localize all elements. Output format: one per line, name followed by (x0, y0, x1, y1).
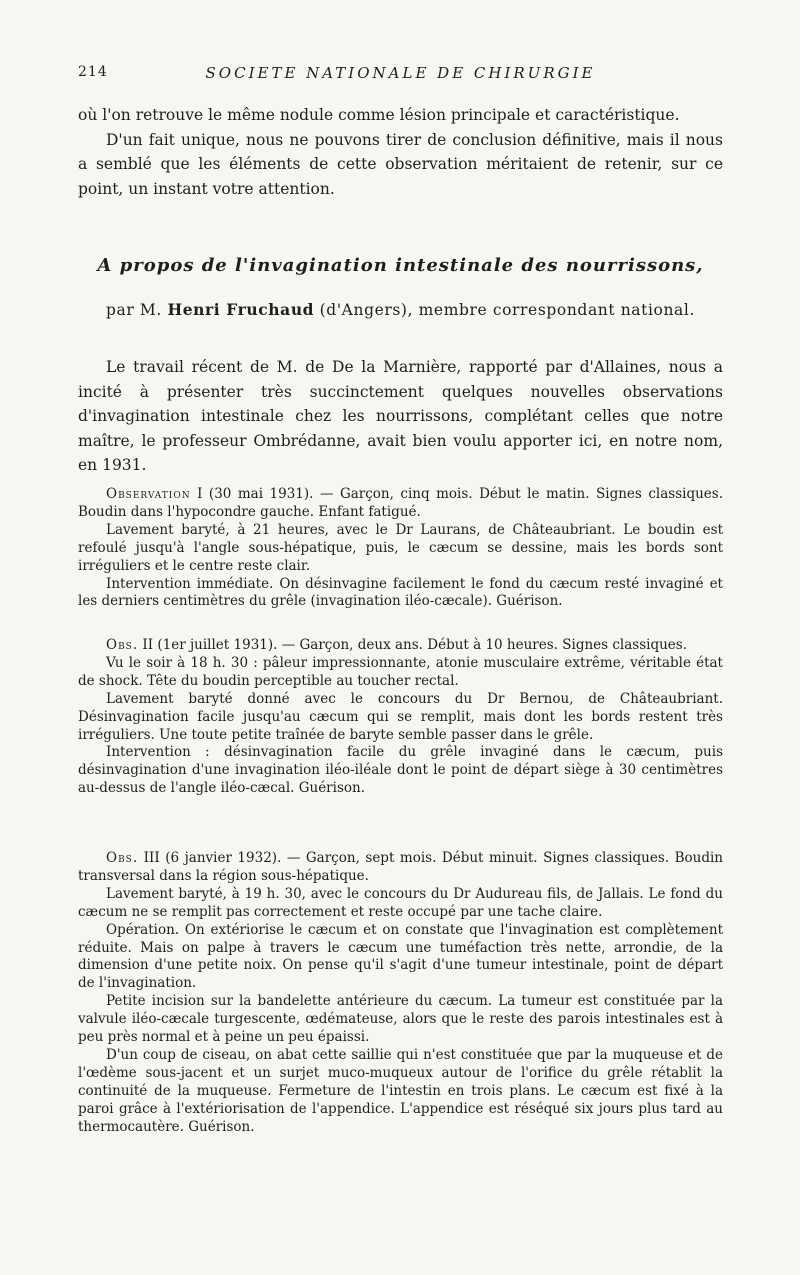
article-byline (78, 300, 723, 319)
observation-3 (78, 850, 723, 1137)
observation-paragraph: Intervention : désinvagination facile du grêle invaginé dans le cæcum, puis désinvagination d'une invagination iléo-iléale dont le point de départ siège à 30 centimètres au-dessus de l'angle iléo-cæcal. Guérison. (78, 744, 723, 797)
observation-paragraph: Vu le soir à 18 h. 30 : pâleur impressionnante, atonie musculaire extrême, véritable état de shock. Tête du boudin perceptible au toucher rectal. (78, 654, 723, 689)
article-title: A propos de l'invagination intestinale des nourrissons, (97, 255, 704, 276)
author-name: Henri Fruchaud (167, 300, 315, 319)
page-number: 214 (78, 64, 108, 80)
observation-heading-text: II (1er juillet 1931). — Garçon, deux ans. Début à 10 heures. Signes classiques. (138, 637, 688, 653)
intro-paragraph: D'un fait unique, nous ne pouvons tirer de conclusion définitive, mais il nous a semblé que les éléments de cette observation méritaient de retenir, sur ce point, un instant votre attention. (78, 130, 723, 198)
observation-paragraph: Petite incision sur la bandelette antérieure du cæcum. La tumeur est constituée par la valvule iléo-cæcale turgescente, œdémateuse, alors que le reste des parois intestinales est à peu près normal et à peine un peu épaissi. (78, 993, 723, 1046)
page-header (78, 64, 723, 86)
observation-paragraph: Lavement baryté donné avec le concours du Dr Bernou, de Châteaubriant. Désinvagination facile jusqu'au cæcum qui se remplit, mais dont les bords restent très irréguliers. Une toute petite traînée de baryte semble passer dans le grêle. (78, 690, 723, 743)
observation-2 (78, 637, 723, 798)
observation-heading-text: III (6 janvier 1932). — Garçon, sept mois. Début minuit. Signes classiques. Boudin transversal dans la région sous-hépatique. (78, 850, 723, 884)
observation-paragraph: Lavement baryté, à 19 h. 30, avec le concours du Dr Audureau fils, de Jallais. Le fond du cæcum ne se remplit pas correctement et reste occupé par une tache claire. (78, 885, 723, 920)
byline-suffix: (d'Angers), membre correspondant national. (319, 301, 695, 319)
observation-heading (78, 850, 723, 886)
observation-label: Obs. (106, 850, 139, 866)
observation-paragraph: D'un coup de ciseau, on abat cette saillie qui n'est constituée que par la muqueuse et de l'œdème sous-jacent et un surjet muco-muqueux autour de l'orifice du grêle rétablit la continuité de la muqueuse. Fermeture de l'intestin en trois plans. Le cæcum est fixé à la paroi grâce à l'extériorisation de l'appendice. L'appendice est réséqué six jours plus tard au thermocautère. Guérison. (78, 1046, 723, 1135)
observation-paragraph: Opération. On extériorise le cæcum et on constate que l'invagination est complètement réduite. Mais on palpe à travers le cæcum une tuméfaction très nette, arrondie, de la dimension d'une petite noix. On pense qu'il s'agit d'une tumeur intestinale, point de départ de l'invagination. (78, 921, 723, 992)
observation-label: Observation (106, 486, 191, 502)
lead-section (78, 355, 723, 478)
intro-paragraph: où l'on retrouve le même nodule comme lésion principale et caractéristique. (78, 106, 680, 124)
running-head: SOCIETE NATIONALE DE CHIRURGIE (205, 64, 596, 82)
byline-prefix: par M. (106, 301, 162, 319)
observation-1 (78, 486, 723, 611)
observation-heading (78, 637, 723, 655)
observation-heading-text: I (30 mai 1931). — Garçon, cinq mois. Début le matin. Signes classiques. Boudin dans l'hypocondre gauche. Enfant fatigué. (78, 486, 723, 520)
lead-paragraph: Le travail récent de M. de De la Marnière, rapporté par d'Allaines, nous a incité à présenter très succinctement quelques nouvelles observations d'invagination intestinale chez les nourrissons, complétant celles que notre maître, le professeur Ombrédanne, avait bien voulu apporter ici, en notre nom, en 1931. (78, 358, 723, 475)
observation-paragraph: Lavement baryté, à 21 heures, avec le Dr Laurans, de Châteaubriant. Le boudin est refoulé jusqu'à l'angle sous-hépatique, puis, le cæcum se dessine, mais les bords sont irréguliers et le centre reste clair. (78, 521, 723, 574)
intro-section (78, 103, 723, 201)
observation-label: Obs. (106, 637, 139, 653)
observation-paragraph: Intervention immédiate. On désinvagine facilement le fond du cæcum resté invaginé et les derniers centimètres du grêle (invagination iléo-cæcale). Guérison. (78, 575, 723, 610)
observation-heading (78, 486, 723, 522)
